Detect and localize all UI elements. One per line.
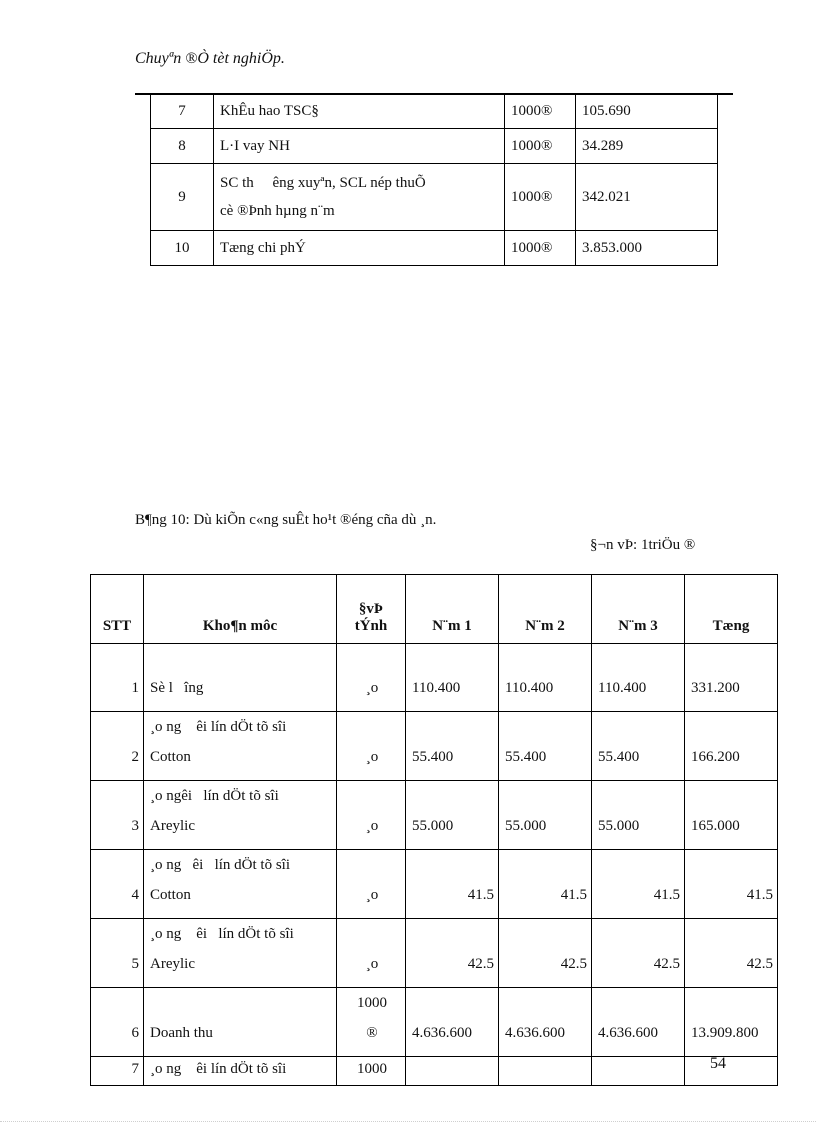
row-item: L·I vay NH <box>214 129 505 164</box>
row-year3: 110.400 <box>592 644 685 712</box>
header-unit <box>337 575 406 644</box>
table-row <box>151 164 718 231</box>
row-total: 13.909.800 <box>685 988 778 1057</box>
table-row <box>91 850 778 919</box>
row-stt: 4 <box>91 850 144 919</box>
row-year2: 41.5 <box>499 850 592 919</box>
row-item <box>144 781 337 850</box>
row-year2: 4.636.600 <box>499 988 592 1057</box>
table-row <box>151 94 718 129</box>
row-stt: 9 <box>151 164 214 231</box>
table-row <box>91 919 778 988</box>
header-year1: N¨m 1 <box>406 575 499 644</box>
row-item-line: Cotton <box>150 749 191 765</box>
row-year3: 55.400 <box>592 712 685 781</box>
unit-note: §¬n vÞ: 1triÖu ® <box>590 537 696 553</box>
header-row <box>91 575 778 644</box>
row-item-line: SC th êng xuyªn, SCL nép thuÕ <box>220 175 426 191</box>
row-item-line: Cotton <box>150 887 191 903</box>
row-item <box>144 850 337 919</box>
row-unit: 1000 <box>337 1057 406 1086</box>
row-value: 105.690 <box>576 94 718 129</box>
row-total: 166.200 <box>685 712 778 781</box>
row-item-line: ¸o ngêi lín dÖt tõ sîi <box>150 788 279 804</box>
table-row <box>151 129 718 164</box>
row-year3 <box>592 1057 685 1086</box>
row-year2: 110.400 <box>499 644 592 712</box>
row-stt: 7 <box>151 94 214 129</box>
row-item-line: cè ®Þnh hµng n¨m <box>220 203 335 219</box>
header-stt: STT <box>91 575 144 644</box>
page-number: 54 <box>710 1055 726 1072</box>
row-item-line: ¸o ng êi lín dÖt tõ sîi <box>150 857 290 873</box>
row-item: KhÊu hao TSC§ <box>214 94 505 129</box>
header-item: Kho¶n môc <box>144 575 337 644</box>
row-year2: 55.400 <box>499 712 592 781</box>
row-year3: 41.5 <box>592 850 685 919</box>
row-year1: 41.5 <box>406 850 499 919</box>
row-stt: 8 <box>151 129 214 164</box>
row-item: Sè l îng <box>144 644 337 712</box>
row-total <box>685 1057 778 1086</box>
row-unit: 1000® <box>505 231 576 266</box>
row-total: 165.000 <box>685 781 778 850</box>
row-total: 41.5 <box>685 850 778 919</box>
row-item <box>144 712 337 781</box>
row-value: 342.021 <box>576 164 718 231</box>
table-caption: B¶ng 10: Dù kiÕn c«ng suÊt ho¹t ®éng cña dù ¸n. <box>135 512 437 528</box>
row-year1: 42.5 <box>406 919 499 988</box>
page-bottom-rule <box>0 1121 816 1122</box>
row-year2 <box>499 1057 592 1086</box>
header-unit-line: §vÞ <box>358 601 384 617</box>
row-item-line: ¸o ng êi lín dÖt tõ sîi <box>150 926 294 942</box>
row-stt: 2 <box>91 712 144 781</box>
row-unit: ¸o <box>337 712 406 781</box>
row-unit: ¸o <box>337 644 406 712</box>
row-unit: ¸o <box>337 781 406 850</box>
header-total: Tæng <box>685 575 778 644</box>
row-unit <box>337 988 406 1057</box>
row-year3: 55.000 <box>592 781 685 850</box>
row-item: ¸o ng êi lín dÖt tõ sîi <box>144 1057 337 1086</box>
expense-table-continued <box>150 94 718 266</box>
row-year3: 4.636.600 <box>592 988 685 1057</box>
row-year2: 55.000 <box>499 781 592 850</box>
row-item <box>214 164 505 231</box>
header-year3: N¨m 3 <box>592 575 685 644</box>
row-stt: 1 <box>91 644 144 712</box>
row-unit: 1000® <box>505 164 576 231</box>
row-item: Tæng chi phÝ <box>214 231 505 266</box>
row-year1: 4.636.600 <box>406 988 499 1057</box>
table-row <box>91 781 778 850</box>
row-unit-line: ® <box>366 1025 378 1041</box>
table-row <box>91 712 778 781</box>
row-stt: 6 <box>91 988 144 1057</box>
table-row <box>91 988 778 1057</box>
row-year1: 110.400 <box>406 644 499 712</box>
row-value: 3.853.000 <box>576 231 718 266</box>
row-stt: 3 <box>91 781 144 850</box>
row-item <box>144 919 337 988</box>
row-item-line: ¸o ng êi lín dÖt tõ sîi <box>150 719 287 735</box>
table-row <box>91 1057 778 1086</box>
row-year3: 42.5 <box>592 919 685 988</box>
row-year1 <box>406 1057 499 1086</box>
row-unit: 1000® <box>505 94 576 129</box>
row-unit: ¸o <box>337 850 406 919</box>
row-item-line: Areylic <box>150 818 195 834</box>
table-row <box>91 644 778 712</box>
row-year1: 55.000 <box>406 781 499 850</box>
row-stt: 7 <box>91 1057 144 1086</box>
document-header: Chuyªn ®Ò tèt nghiÖp. <box>135 50 285 67</box>
row-stt: 10 <box>151 231 214 266</box>
table-row <box>151 231 718 266</box>
row-unit-line: 1000 <box>357 995 387 1011</box>
capacity-table <box>90 574 778 1086</box>
row-year1: 55.400 <box>406 712 499 781</box>
row-item-line: Areylic <box>150 956 195 972</box>
header-unit-line: tÝnh <box>354 618 388 634</box>
row-item: Doanh thu <box>144 988 337 1057</box>
row-value: 34.289 <box>576 129 718 164</box>
row-stt: 5 <box>91 919 144 988</box>
header-year2: N¨m 2 <box>499 575 592 644</box>
row-total: 42.5 <box>685 919 778 988</box>
row-year2: 42.5 <box>499 919 592 988</box>
row-unit: 1000® <box>505 129 576 164</box>
row-total: 331.200 <box>685 644 778 712</box>
row-unit: ¸o <box>337 919 406 988</box>
